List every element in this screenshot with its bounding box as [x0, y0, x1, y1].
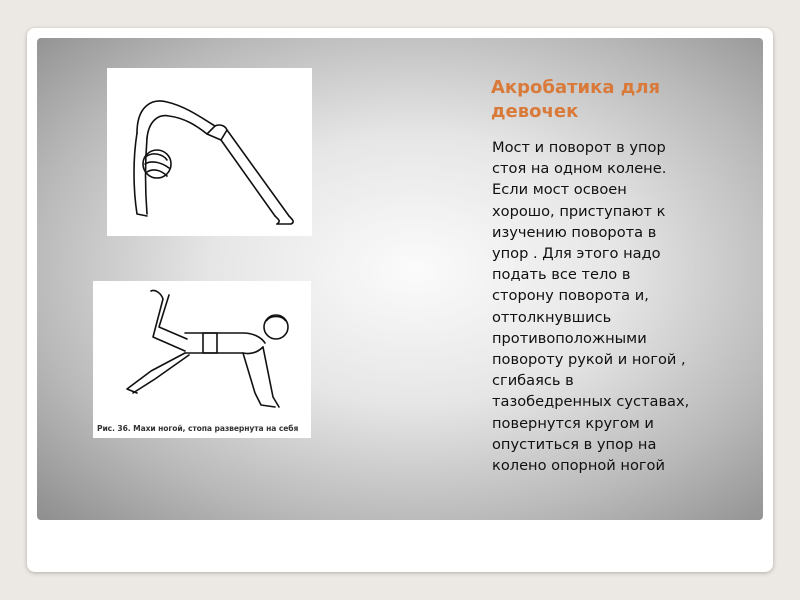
leg-swing-illustration	[93, 281, 311, 438]
figure-caption: Рис. 36. Махи ногой, стопа развернута на себя	[97, 424, 299, 433]
bridge-illustration	[107, 68, 312, 236]
slide-title: Акробатика для девочек	[491, 77, 661, 122]
slide-body-text: Мост и поворот в упор стоя на одном колене. Если мост освоен хорошо, приступают к изучению поворота в упор . Для этого надо подать все тело в сторону поворота и, оттолкнувшись противоположными повороту рукой и ногой , сгибаясь в тазобедренных суставах, повернутся кругом и опуститься в упор на колено опорной ногой	[492, 139, 690, 475]
